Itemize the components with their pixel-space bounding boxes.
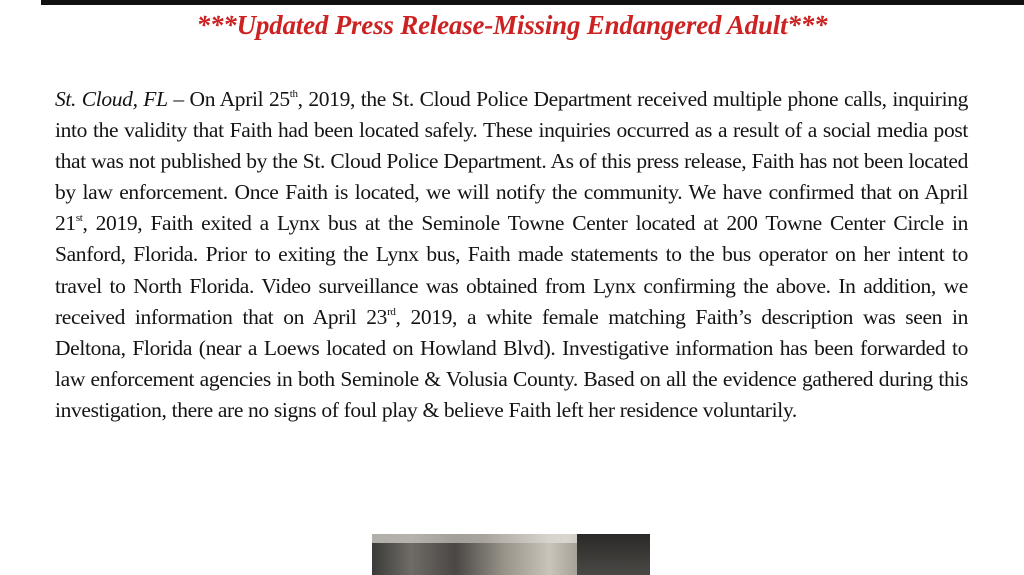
- dateline: St. Cloud, FL: [55, 87, 168, 111]
- ordinal-suffix-25th: th: [289, 88, 298, 100]
- press-release-body: [55, 84, 968, 426]
- dateline-dash: –: [167, 87, 190, 111]
- body-segment-3: , 2019, Faith exited a Lynx bus at the Seminole Towne Center located at 200 Towne Center Circle in Sanford, Florida. Prior to exiting the Lynx bus, Faith made statements to the bus operator on her intent to travel to North Florida. Video surveillance was obtained from Lynx confirming the above. In addition, we received information that on April 23: [55, 211, 968, 329]
- body-segment-2: , 2019, the St. Cloud Police Department received multiple phone calls, inquiring into the validity that Faith had been located safely. These inquiries occurred as a result of a social media post that was not published by the St. Cloud Police Department. As of this press release, Faith has not been located by law enforcement. Once Faith is located, we will notify the community. We have confirmed that on April 21: [55, 87, 969, 236]
- body-segment-4: , 2019, a white female matching Faith’s description was seen in Deltona, Florida (near a Loews located on Howland Blvd). Investigative information has been forwarded to law enforcement agencies in both Seminole & Volusia County. Based on all the evidence gathered during this investigation, there are no signs of foul play & believe Faith left her residence voluntarily.: [55, 304, 968, 422]
- top-border-bar: [41, 0, 1024, 5]
- press-release-headline: ***Updated Press Release-Missing Endangered Adult***: [196, 10, 828, 40]
- surveillance-photo: [372, 534, 650, 575]
- ordinal-suffix-23rd: rd: [387, 305, 396, 318]
- body-segment-1: On April 25: [189, 87, 290, 111]
- ordinal-suffix-21st: st: [75, 212, 83, 225]
